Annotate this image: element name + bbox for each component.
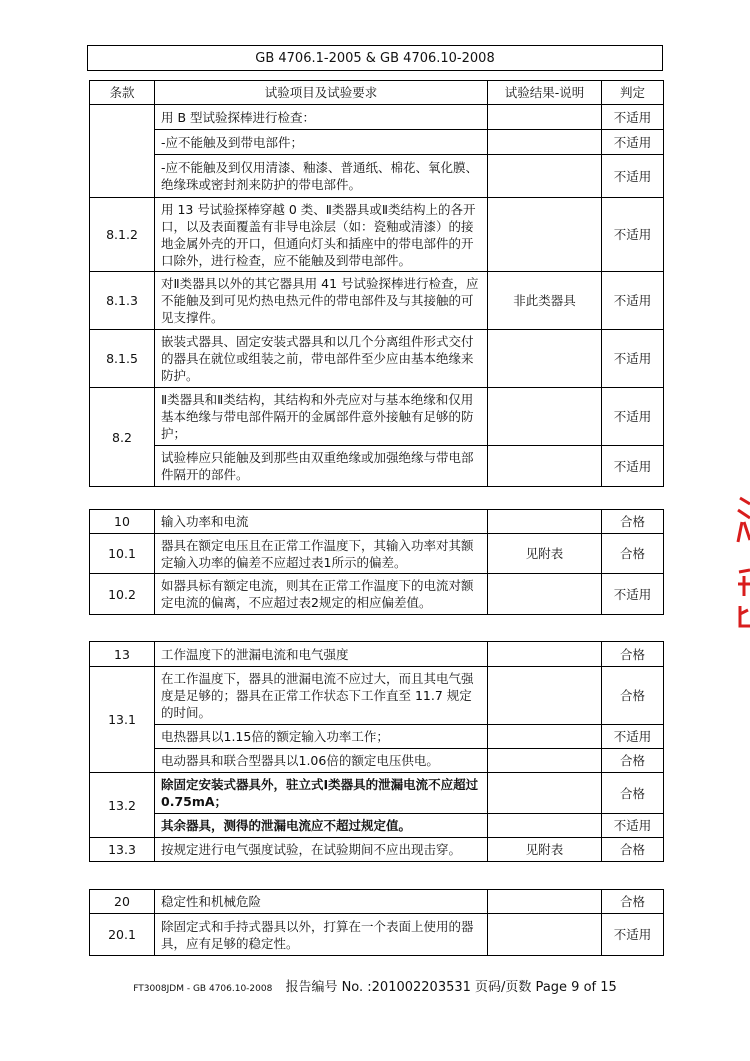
table-row — [90, 330, 664, 388]
requirement-cell: 用 B 型试验探棒进行检查： — [155, 105, 488, 130]
verdict-cell: 不适用 — [602, 388, 664, 446]
table-row — [90, 105, 664, 130]
result-cell — [488, 642, 602, 667]
clause-cell: 10.2 — [90, 574, 155, 615]
form-code: FT3008JDM - GB 4706.10-2008 — [133, 984, 273, 994]
verdict-cell: 不适用 — [602, 725, 664, 749]
requirement-cell: 在工作温度下，器具的泄漏电流不应过大，而且其电气强度是足够的；器具在正常工作状态下工作直至 11.7 规定的时间。 — [155, 667, 488, 725]
clause-cell: 20.1 — [90, 914, 155, 956]
table-row — [90, 838, 664, 862]
verdict-cell: 合格 — [602, 667, 664, 725]
clause-cell — [90, 105, 155, 198]
result-cell — [488, 914, 602, 956]
standard-title: GB 4706.1-2005 & GB 4706.10-2008 — [255, 50, 495, 66]
clause-table-8 — [89, 80, 664, 487]
result-cell — [488, 130, 602, 155]
requirement-cell: 如器具标有额定电流，则其在正常工作温度下的电流对额定电流的偏离，不应超过表2规定的相应偏差值。 — [155, 574, 488, 615]
table-row — [90, 890, 664, 914]
verdict-cell: 合格 — [602, 642, 664, 667]
requirement-cell: 按规定进行电气强度试验，在试验期间不应出现击穿。 — [155, 838, 488, 862]
requirement-cell: 除固定式和手持式器具以外，打算在一个表面上使用的器具，应有足够的稳定性。 — [155, 914, 488, 956]
verdict-cell: 合格 — [602, 890, 664, 914]
clause-cell: 13.1 — [90, 667, 155, 773]
verdict-cell: 合格 — [602, 510, 664, 534]
stamp-fragment-3 — [736, 604, 750, 628]
result-cell: 见附表 — [488, 838, 602, 862]
requirement-cell: 器具在额定电压且在正常工作温度下，其输入功率对其额定输入功率的偏差不应超过表1所示的偏差。 — [155, 534, 488, 574]
result-cell — [488, 749, 602, 773]
table-row — [90, 155, 664, 198]
clause-cell: 8.1.3 — [90, 272, 155, 330]
verdict-cell: 不适用 — [602, 914, 664, 956]
verdict-cell: 不适用 — [602, 574, 664, 615]
result-cell — [488, 388, 602, 446]
result-cell: 见附表 — [488, 534, 602, 574]
clause-cell: 13 — [90, 642, 155, 667]
result-cell — [488, 667, 602, 725]
requirement-cell: 电动器具和联合型器具以1.06倍的额定电压供电。 — [155, 749, 488, 773]
table-row — [90, 725, 664, 749]
table-row — [90, 198, 664, 272]
result-cell — [488, 814, 602, 838]
stamp-fragment-2 — [736, 568, 750, 598]
verdict-cell: 不适用 — [602, 198, 664, 272]
requirement-cell: -应不能触及到仅用清漆、釉漆、普通纸、棉花、氧化膜、绝缘珠或密封剂来防护的带电部件。 — [155, 155, 488, 198]
page-footer — [0, 976, 750, 995]
table-row — [90, 446, 664, 487]
clause-cell: 10 — [90, 510, 155, 534]
clause-cell: 10.1 — [90, 534, 155, 574]
table-row — [90, 749, 664, 773]
table-row — [90, 272, 664, 330]
clause-cell: 13.3 — [90, 838, 155, 862]
result-cell — [488, 725, 602, 749]
section-title: 输入功率和电流 — [155, 510, 488, 534]
verdict-cell: 不适用 — [602, 105, 664, 130]
table-row — [90, 574, 664, 615]
clause-cell: 13.2 — [90, 773, 155, 838]
verdict-cell: 不适用 — [602, 272, 664, 330]
clause-cell: 8.1.2 — [90, 198, 155, 272]
requirement-cell: 嵌装式器具、固定安装式器具和以几个分离组件形式交付的器具在就位或组装之前，带电部件至少应由基本绝缘来防护。 — [155, 330, 488, 388]
verdict-cell: 不适用 — [602, 814, 664, 838]
verdict-cell: 合格 — [602, 773, 664, 814]
verdict-cell: 合格 — [602, 534, 664, 574]
stamp-fragment-1 — [736, 496, 750, 544]
table-row — [90, 667, 664, 725]
table-row — [90, 130, 664, 155]
requirement-cell: 用 13 号试验探棒穿越 0 类、Ⅱ类器具或Ⅱ类结构上的各开口，以及表面覆盖有非导电涂层（如：瓷釉或清漆）的接地金属外壳的开口，但通向灯头和插座中的带电部件的开口除外，进行检查，应不能触及到带电部件。 — [155, 198, 488, 272]
requirement-cell: 试验棒应只能触及到那些由双重绝缘或加强绝缘与带电部件隔开的部件。 — [155, 446, 488, 487]
result-cell — [488, 105, 602, 130]
result-cell — [488, 890, 602, 914]
result-cell: 非此类器具 — [488, 272, 602, 330]
result-cell — [488, 574, 602, 615]
table-row — [90, 388, 664, 446]
requirement-cell: 电热器具以1.15倍的额定输入功率工作； — [155, 725, 488, 749]
result-cell — [488, 155, 602, 198]
requirement-cell: 其余器具，测得的泄漏电流应不超过规定值。 — [155, 814, 488, 838]
column-header-result: 试验结果-说明 — [488, 81, 602, 105]
table-row — [90, 642, 664, 667]
table-row — [90, 814, 664, 838]
column-header-clause: 条款 — [90, 81, 155, 105]
requirement-cell: 除固定安装式器具外，驻立式Ⅰ类器具的泄漏电流不应超过0.75mA； — [155, 773, 488, 814]
column-header-requirement: 试验项目及试验要求 — [155, 81, 488, 105]
standard-header — [87, 45, 663, 71]
verdict-cell: 不适用 — [602, 330, 664, 388]
result-cell — [488, 330, 602, 388]
clause-cell: 20 — [90, 890, 155, 914]
result-cell — [488, 510, 602, 534]
result-cell — [488, 773, 602, 814]
verdict-cell: 不适用 — [602, 446, 664, 487]
requirement-cell: 对Ⅱ类器具以外的其它器具用 41 号试验探棒进行检查，应不能触及到可见灼热电热元件的带电部件及与其接触的可见支撑件。 — [155, 272, 488, 330]
section-title: 稳定性和机械危险 — [155, 890, 488, 914]
verdict-cell: 不适用 — [602, 155, 664, 198]
result-cell — [488, 198, 602, 272]
verdict-cell: 合格 — [602, 749, 664, 773]
report-page-info: 报告编号 No. :201002203531 页码/页数 Page 9 of 15 — [285, 980, 617, 995]
requirement-cell: -应不能触及到带电部件； — [155, 130, 488, 155]
verdict-cell: 不适用 — [602, 130, 664, 155]
clause-table-13 — [89, 641, 664, 862]
column-header-verdict: 判定 — [602, 81, 664, 105]
result-cell — [488, 446, 602, 487]
requirement-cell: Ⅱ类器具和Ⅱ类结构，其结构和外壳应对与基本绝缘和仅用基本绝缘与带电部件隔开的金属部件意外接触有足够的防护； — [155, 388, 488, 446]
verdict-cell: 合格 — [602, 838, 664, 862]
table-header-row — [90, 81, 664, 105]
clause-cell: 8.1.5 — [90, 330, 155, 388]
table-row — [90, 773, 664, 814]
table-row — [90, 914, 664, 956]
clause-table-20 — [89, 889, 664, 956]
clause-table-10 — [89, 509, 664, 615]
section-title: 工作温度下的泄漏电流和电气强度 — [155, 642, 488, 667]
clause-cell: 8.2 — [90, 388, 155, 487]
table-row — [90, 534, 664, 574]
table-row — [90, 510, 664, 534]
